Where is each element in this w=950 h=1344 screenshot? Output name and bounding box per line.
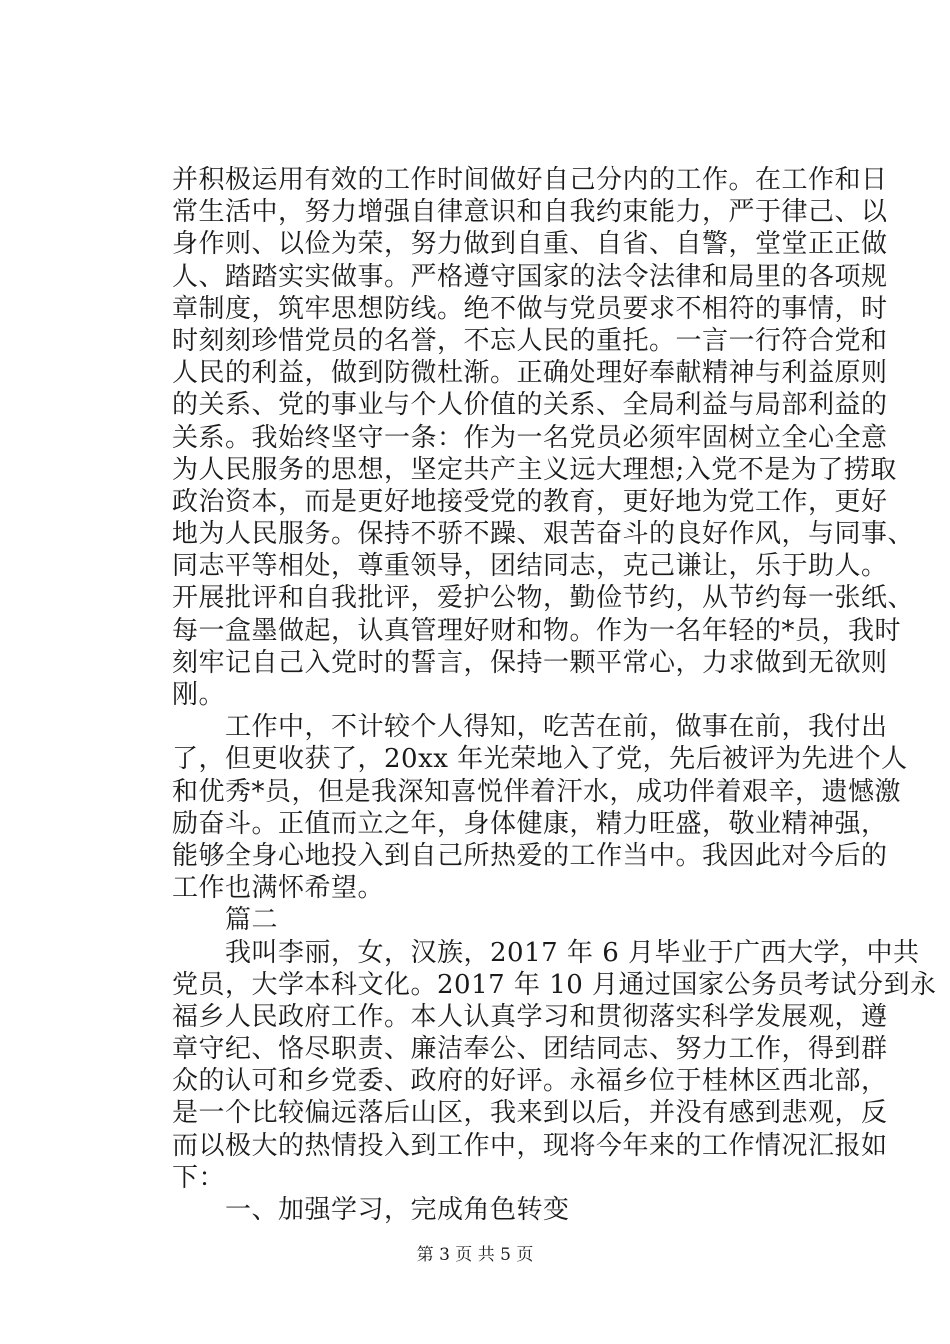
text-line: 刚。 [172, 680, 226, 710]
paragraph-start-line: 工作中，不计较个人得知，吃苦在前，做事在前，我付出 [172, 712, 888, 743]
text-line: 为人民服务的思想，坚定共产主义远大理想;入党不是为了捞取 [172, 454, 897, 485]
text-line: 的关系、党的事业与个人价值的关系、全局利益与局部利益的 [172, 390, 888, 421]
page-footer: 第 3 页 共 5 页 [416, 1245, 534, 1265]
text-line: 地为人民服务。保持不骄不躁、艰苦奋斗的良好作风，与同事、 [172, 519, 915, 550]
text-line: 政治资本，而是更好地接受党的教育，更好地为党工作，更好 [172, 486, 888, 517]
text-line: 是一个比较偏远落后山区，我来到以后，并没有感到悲观，反 [172, 1098, 888, 1129]
text-line: 众的认可和乡党委、政府的好评。永福乡位于桂林区西北部， [172, 1066, 888, 1097]
text-line: 福乡人民政府工作。本人认真学习和贯彻落实科学发展观，遵 [172, 1001, 888, 1032]
text-line: 励奋斗。正值而立之年，身体健康，精力旺盛，敬业精神强， [172, 808, 888, 839]
text-line: 党员，大学本科文化。2017 年 10 月通过国家公务员考试分到永 [172, 969, 937, 1000]
text-line: 并积极运用有效的工作时间做好自己分内的工作。在工作和日 [172, 165, 888, 195]
paragraph-start-line: 我叫李丽，女，汉族，2017 年 6 月毕业于广西大学，中共 [172, 937, 920, 968]
text-line: 身作则、以俭为荣，努力做到自重、自省、自警，堂堂正正做 [172, 229, 888, 260]
text-line: 了，但更收获了，20xx 年光荣地入了党，先后被评为先进个人 [172, 744, 908, 775]
text-line: 章守纪、恪尽职责、廉洁奉公、团结同志、努力工作，得到群 [172, 1034, 888, 1065]
text-line: 每一盒墨做起，认真管理好财和物。作为一名年轻的*员，我时 [172, 615, 902, 646]
text-line: 章制度，筑牢思想防线。绝不做与党员要求不相符的事情，时 [172, 293, 888, 324]
subsection-heading: 一、加强学习，完成角色转变 [172, 1195, 570, 1225]
text-line: 工作也满怀希望。 [172, 873, 385, 904]
text-line: 人、踏踏实实做事。严格遵守国家的法令法律和局里的各项规 [172, 261, 888, 292]
text-line: 而以极大的热情投入到工作中，现将今年来的工作情况汇报如 [172, 1130, 888, 1161]
text-line: 时刻刻珍惜党员的名誉，不忘人民的重托。一言一行符合党和 [172, 325, 888, 356]
text-line: 和优秀*员，但是我深知喜悦伴着汗水，成功伴着艰辛，遗憾激 [172, 776, 902, 807]
section-heading: 篇二 [172, 905, 279, 936]
text-line: 关系。我始终坚守一条：作为一名党员必须牢固树立全心全意 [172, 422, 888, 453]
text-line: 同志平等相处，尊重领导，团结同志，克己谦让，乐于助人。 [172, 551, 888, 582]
text-line: 人民的利益，做到防微杜渐。正确处理好奉献精神与利益原则 [172, 358, 888, 389]
text-line: 下： [172, 1162, 226, 1193]
text-line: 开展批评和自我批评，爱护公物，勤俭节约，从节约每一张纸、 [172, 583, 915, 614]
document-body [172, 164, 937, 1226]
text-line: 能够全身心地投入到自己所热爱的工作当中。我因此对今后的 [172, 840, 888, 871]
text-line: 刻牢记自己入党时的誓言，保持一颗平常心，力求做到无欲则 [172, 647, 888, 678]
text-line: 常生活中，努力增强自律意识和自我约束能力，严于律己、以 [172, 197, 888, 228]
